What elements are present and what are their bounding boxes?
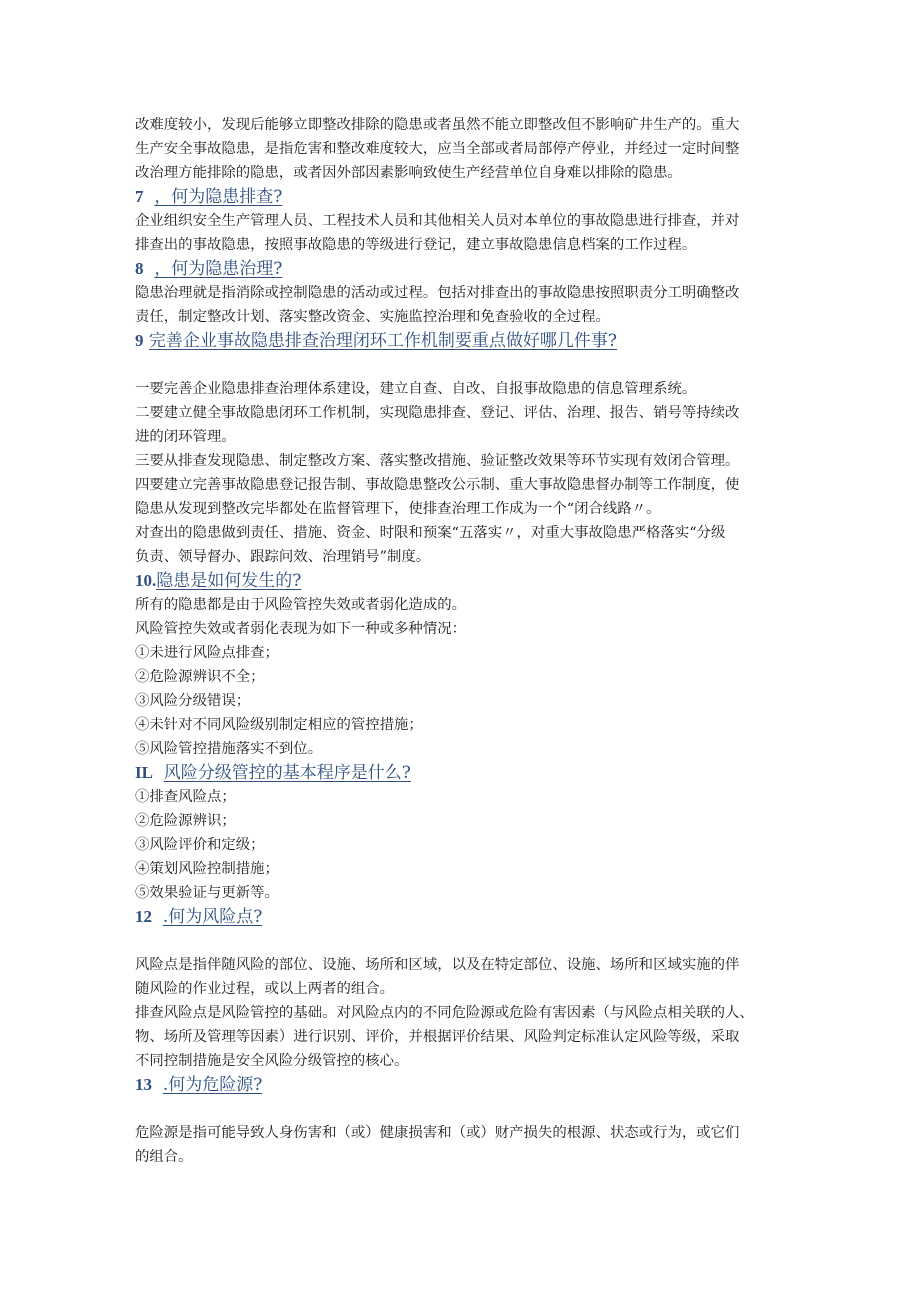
text-line: 二要建立健全事故隐患闭环工作机制，实现隐患排查、登记、评估、治理、报告、销号等持续改 [135,405,740,421]
text-line: ①排查风险点； [135,789,236,805]
blank-line [135,929,795,953]
text-line: 隐患治理就是指消除或控制隐患的活动或过程。包括对排查出的事故隐患按照职责分工明确整改 [135,285,740,301]
section-title: .何为风险点? [162,907,263,927]
question-section [135,257,795,329]
section-heading [135,185,795,209]
text-line: 生产安全事故隐患，是指危害和整改难度较大，应当全部或者局部停产停业，并经过一定时间整 [135,141,740,157]
section-number: 8 [135,259,144,278]
text-line: 三要从排查发现隐患、制定整改方案、落实整改措施、验证整改效果等环节实现有效闭合管理。 [135,453,740,469]
question-section [135,905,795,1073]
text-line: ③风险分级错误； [135,693,251,709]
section-title: ，何为隐患排查? [154,187,283,207]
section-title: 风险分级管控的基本程序是什么? [163,763,411,783]
text-line: 改难度较小，发现后能够立即整改排除的隐患或者虽然不能立即整改但不影响矿井生产的。重大 [135,117,740,133]
section-heading [135,569,795,593]
text-line: 所有的隐患都是由于风险管控失效或者弱化造成的。 [135,597,466,613]
section-number: 9 [135,331,144,350]
text-line: 企业组织安全生产管理人员、工程技术人员和其他相关人员对本单位的事故隐患进行排查，并对 [135,213,740,229]
section-title: .何为危险源? [162,1075,263,1095]
text-line: 不同控制措施是安全风险分级管控的核心。 [135,1053,409,1069]
text-line: ④未针对不同风险级别制定相应的管控措施； [135,717,423,733]
section-heading [135,905,795,929]
text-line: 排查出的事故隐患，按照事故隐患的等级进行登记，建立事故隐患信息档案的工作过程。 [135,237,697,253]
text-line: 排查风险点是风险管控的基础。对风险点内的不同危险源或危险有害因素（与风险点相关联的人、 [135,1005,754,1021]
document-body [135,113,795,1169]
text-line: ②危险源辨识不全； [135,669,265,685]
text-line: 责任，制定整改计划、落实整改资金、实施监控治理和免查验收的全过程。 [135,309,610,325]
section-title: 完善企业事故隐患排查治理闭环工作机制要重点做好哪几件事? [148,331,618,351]
text-line: 进的闭环管理。 [135,429,236,445]
heading-spacer [153,763,164,783]
section-number: 10. [135,571,157,590]
section-heading [135,1073,795,1097]
question-sections [135,185,795,1169]
section-number: 12 [135,907,152,926]
text-line: 改治理方能排除的隐患，或者因外部因素影响致使生产经营单位自身难以排除的隐患。 [135,165,682,181]
text-line: ①未进行风险点排查； [135,645,279,661]
text-line: ②危险源辨识； [135,813,236,829]
text-line: ⑤风险管控措施落实不到位。 [135,741,323,757]
question-section [135,1073,795,1169]
text-line: 四要建立完善事故隐患登记报告制、事故隐患整改公示制、重大事故隐患督办制等工作制度，使 [135,477,740,493]
question-section [135,185,795,257]
blank-line [135,1097,795,1121]
text-line: 危险源是指可能导致人身伤害和（或）健康损害和（或）财产损失的根源、状态或行为，或它们 [135,1125,740,1141]
text-line: ⑤效果验证与更新等。 [135,885,279,901]
section-heading [135,329,795,353]
section-title: ，何为隐患治理? [154,259,283,279]
text-line: 物、场所及管理等因素）进行识别、评价，并根据评价结果、风险判定标准认定风险等级，采取 [135,1029,740,1045]
text-line: 的组合。 [135,1149,193,1165]
section-title: 隐患是如何发生的? [156,571,302,591]
text-line: 风险管控失效或者弱化表现为如下一种或多种情况： [135,621,466,637]
heading-spacer [144,187,155,207]
text-line: ④策划风险控制措施； [135,861,279,877]
section-heading [135,761,795,785]
text-line: 负责、领导督办、跟踪问效、治理销号”制度。 [135,549,431,565]
section-number: 13 [135,1075,152,1094]
text-line: 对查出的隐患做到责任、措施、资金、时限和预案“五落实〃，对重大事故隐患严格落实“分级 [135,525,726,541]
heading-spacer [152,1075,163,1095]
section-number: IL [135,763,153,782]
blank-line [135,353,795,377]
text-line: 风险点是指伴随风险的部位、设施、场所和区域，以及在特定部位、设施、场所和区域实施的伴 [135,957,740,973]
section-number: 7 [135,187,144,206]
text-line: 随风险的作业过程，或以上两者的组合。 [135,981,395,997]
text-line: ③风险评价和定级； [135,837,265,853]
question-section [135,761,795,905]
text-line: 一要完善企业隐患排查治理体系建设，建立自查、自改、自报事故隐患的信息管理系统。 [135,381,697,397]
heading-spacer [152,907,163,927]
intro-paragraph [135,113,795,185]
heading-spacer [144,259,155,279]
section-heading [135,257,795,281]
question-section [135,569,795,761]
text-line: 隐患从发现到整改完毕都处在监督管理下，使排查治理工作成为一个“闭合线路〃。 [135,501,661,517]
question-section [135,329,795,569]
